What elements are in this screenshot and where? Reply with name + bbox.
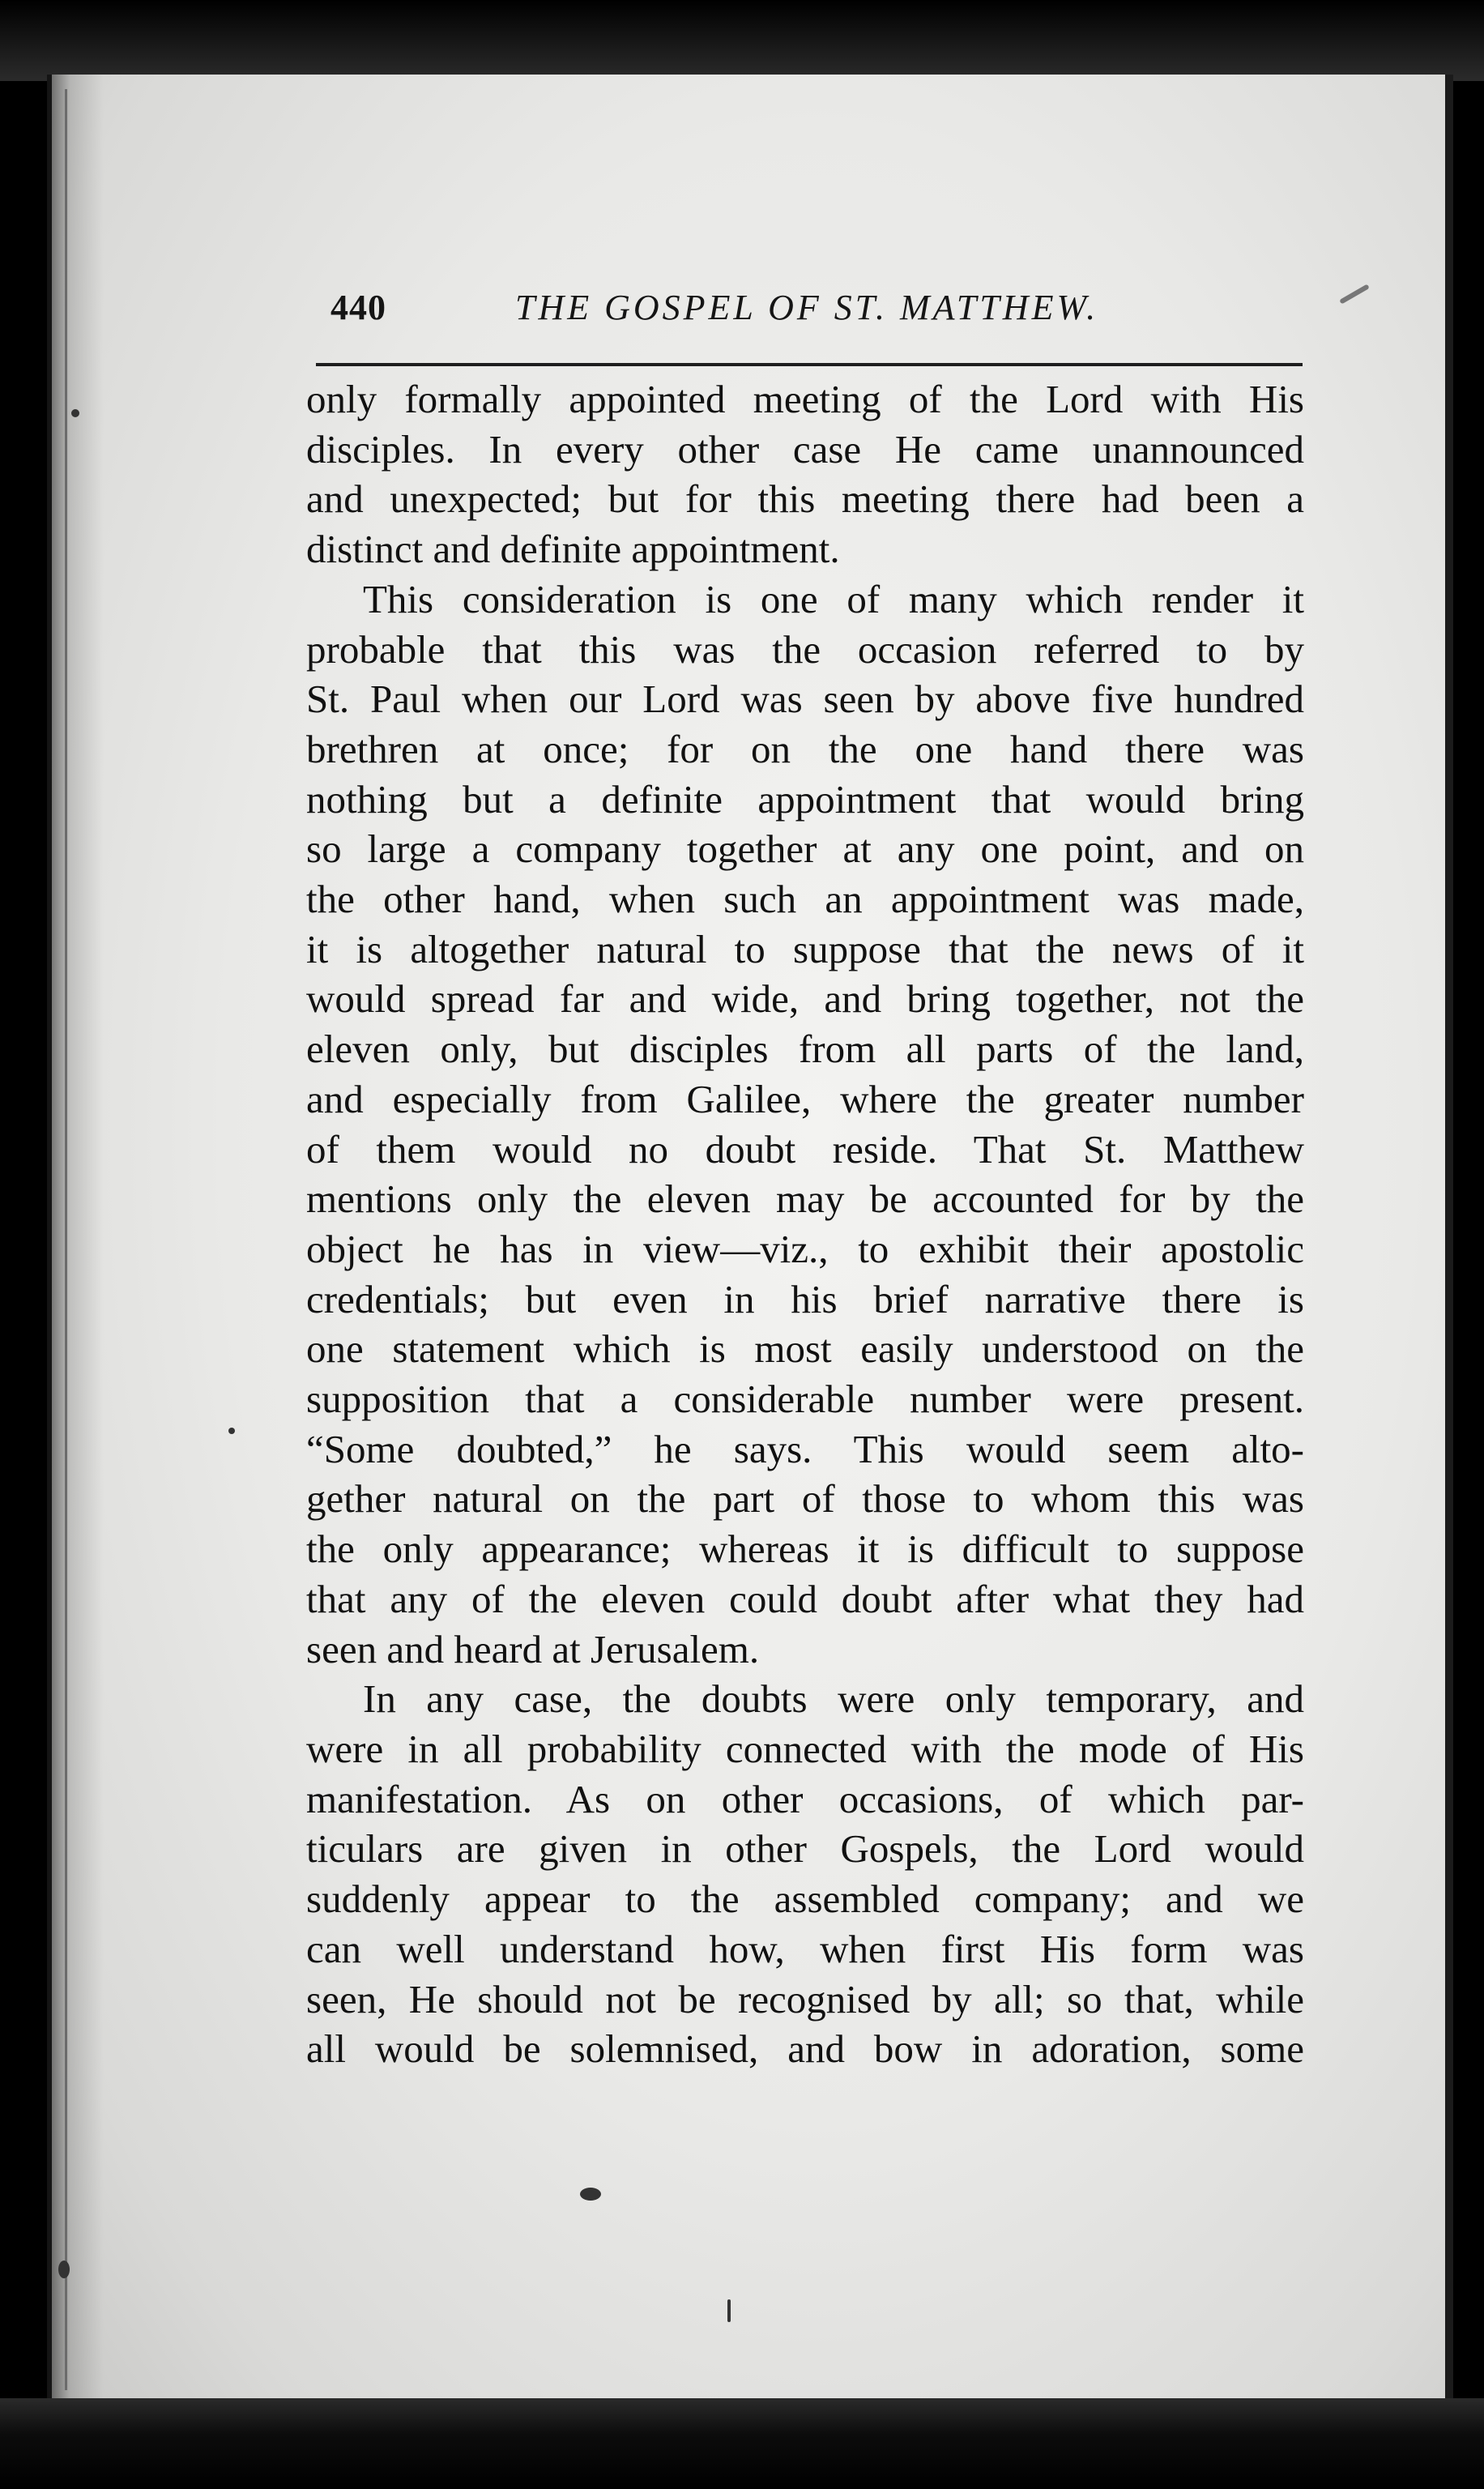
text-line: and unexpected; but for this meeting there had been a (306, 476, 1304, 522)
text-line: were in all probability connected with the mode of His (306, 1726, 1304, 1771)
text-line: seen and heard at Jerusalem. (306, 1626, 760, 1671)
paragraph (306, 574, 1304, 1674)
binding-shadow (47, 75, 104, 2408)
ink-speck (580, 2188, 601, 2201)
text-line: object he has in view—viz., to exhibit their apostolic (306, 1226, 1304, 1271)
paragraph (306, 1674, 1304, 2074)
binding-edge (65, 89, 67, 2390)
paragraph (306, 374, 1304, 574)
text-line: supposition that a considerable number were present. (306, 1377, 1304, 1422)
header-rule (316, 363, 1303, 366)
text-line: only formally appointed meeting of the Lord with His (306, 377, 1304, 421)
text-line: seen, He should not be recognised by all; so that, while (306, 1976, 1304, 2022)
running-head (330, 282, 1343, 339)
text-line: eleven only, but disciples from all parts of the land, (306, 1027, 1304, 1072)
text-line: it is altogether natural to suppose that the news of it (306, 926, 1304, 971)
scan-bottom-border (0, 2398, 1484, 2489)
text-line: credentials; but even in his brief narrative there is (306, 1276, 1304, 1321)
ink-speck (58, 2261, 70, 2278)
text-line: mentions only the eleven may be accounted for by the (306, 1176, 1304, 1222)
page-number: 440 (330, 288, 386, 327)
text-line: the other hand, when such an appointment was made, (306, 877, 1304, 922)
text-line: brethren at once; for on the one hand there was (306, 726, 1304, 771)
ink-speck (727, 2299, 731, 2322)
text-line: all would be solemnised, and bow in adoration, some (306, 2026, 1304, 2072)
text-line: of them would no doubt reside. That St. Matthew (306, 1126, 1304, 1172)
text-line: nothing but a definite appointment that would bring (306, 776, 1304, 822)
ink-speck (71, 409, 79, 417)
text-line: This consideration is one of many which render it (363, 576, 1304, 621)
text-line: gether natural on the part of those to whom this was (306, 1476, 1304, 1522)
ink-speck (228, 1428, 235, 1434)
text-line: probable that this was the occasion referred to by (306, 626, 1304, 672)
running-title: THE GOSPEL OF ST. MATTHEW. (515, 288, 1099, 327)
body-text (306, 374, 1304, 2074)
text-line: would spread far and wide, and bring together, not the (306, 976, 1304, 1022)
text-line: can well understand how, when first His form was (306, 1926, 1304, 1971)
text-line: ticulars are given in other Gospels, the Lord would (306, 1826, 1304, 1872)
text-line: manifestation. As on other occasions, of which par- (306, 1776, 1304, 1821)
text-line: “Some doubted,” he says. This would seem alto- (306, 1426, 1304, 1471)
text-line: distinct and definite appointment. (306, 527, 840, 572)
text-line: disciples. In every other case He came unannounced (306, 426, 1304, 472)
text-line: so large a company together at any one point, and on (306, 826, 1304, 872)
text-line: the only appearance; whereas it is difficult to suppose (306, 1526, 1304, 1572)
text-line: In any case, the doubts were only temporary, and (363, 1676, 1304, 1722)
scan-top-border (0, 0, 1484, 81)
text-line: St. Paul when our Lord was seen by above five hundred (306, 677, 1304, 722)
text-line: suddenly appear to the assembled company; and we (306, 1876, 1304, 1922)
text-line: and especially from Galilee, where the greater number (306, 1076, 1304, 1121)
text-line: that any of the eleven could doubt after what they had (306, 1576, 1304, 1621)
text-line: one statement which is most easily understood on the (306, 1326, 1304, 1372)
